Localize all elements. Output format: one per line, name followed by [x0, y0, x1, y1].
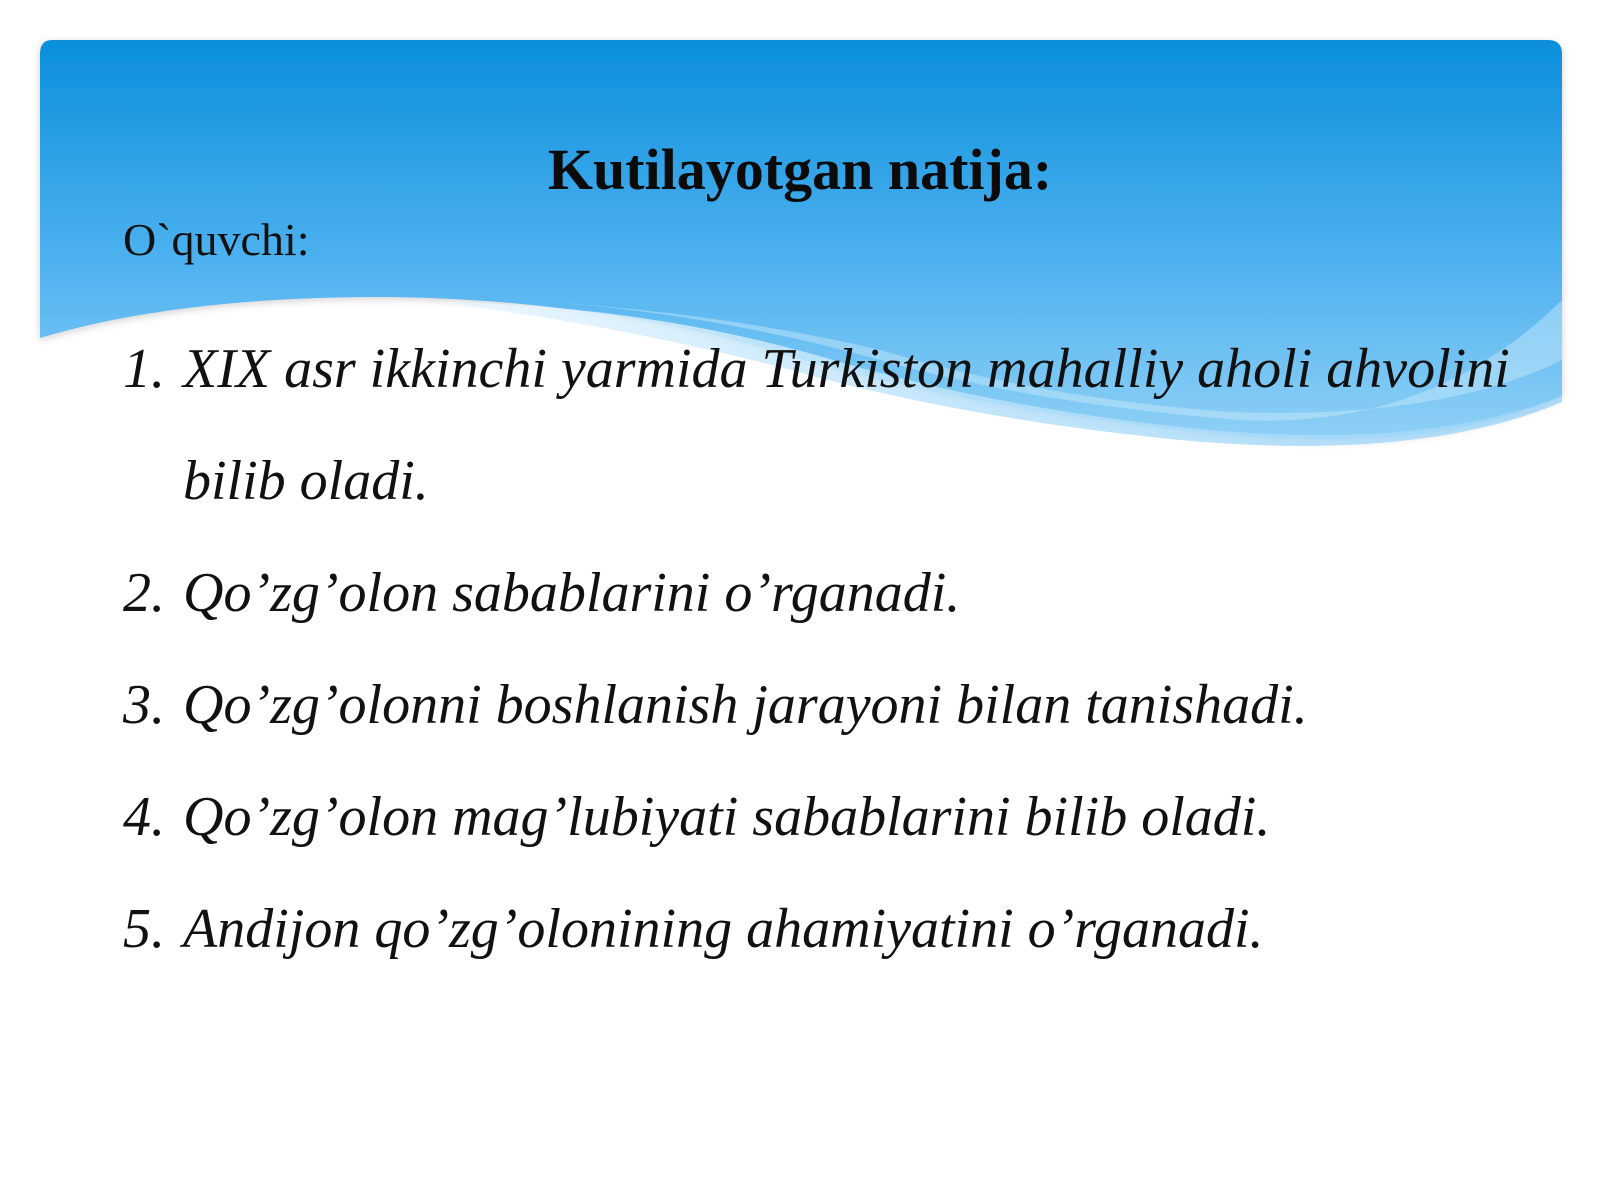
list-item-text: Qo’zg’olonni boshlanish jarayoni bilan tanishadi.	[183, 674, 1308, 736]
slide-title: Kutilayotgan natija:	[547, 137, 1053, 202]
list-item-number: 4.	[123, 786, 165, 848]
outcomes-list	[123, 313, 1543, 985]
list-item-number: 3.	[123, 674, 165, 736]
list-item-text: XIX asr ikkinchi yarmida Turkiston mahalliy aholi ahvolini bilib oladi.	[183, 338, 1510, 512]
list-item	[123, 649, 1543, 761]
list-item-number: 2.	[123, 562, 165, 624]
list-item-number: 1.	[123, 338, 165, 400]
list-item	[123, 537, 1543, 649]
list-item-text: Qo’zg’olon mag’lubiyati sabablarini bilib oladi.	[183, 786, 1271, 848]
list-item-text: Qo’zg’olon sabablarini o’rganadi.	[183, 562, 961, 624]
slide-subtitle: O`quvchi:	[123, 214, 310, 265]
list-item	[123, 873, 1543, 985]
list-item-number: 5.	[123, 898, 165, 960]
list-item	[123, 313, 1543, 537]
list-item-text: Andijon qo’zg’olonining ahamiyatini o’rganadi.	[183, 898, 1264, 960]
list-item	[123, 761, 1543, 873]
